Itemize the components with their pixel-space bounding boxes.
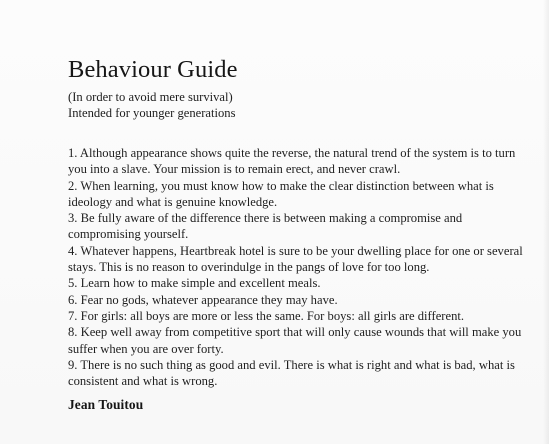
rule-item: 2. When learning, you must know how to make the clear distinction between what is ideology and what is genuine knowledge. bbox=[68, 178, 494, 209]
rules-list bbox=[68, 145, 528, 389]
rule-item: 8. Keep well away from competitive sport that will only cause wounds that will make you suffer when you are over forty. bbox=[68, 325, 522, 356]
rule-item: 5. Learn how to make simple and excellent meals. bbox=[68, 276, 321, 291]
rule-item: 6. Fear no gods, whatever appearance they may have. bbox=[68, 292, 338, 307]
guide-content bbox=[68, 55, 528, 413]
subtitle-line: Intended for younger generations bbox=[68, 106, 236, 120]
rule-item: 9. There is no such thing as good and evil. There is what is right and what is bad, what is consistent and what is wrong. bbox=[68, 357, 515, 389]
page-title: Behaviour Guide bbox=[68, 56, 238, 83]
rule-item: 7. For girls: all boys are more or less the same. For boys: all girls are different. bbox=[68, 308, 465, 323]
rule-item: 1. Although appearance shows quite the reverse, the natural trend of the system is to turn you into a slave. Your mission is to remain erect, and never crawl. bbox=[68, 146, 516, 177]
page-edge-shadow bbox=[543, 0, 549, 444]
rule-item: 4. Whatever happens, Heartbreak hotel is sure to be your dwelling place for one or several stays. This is no reason to overindulge in the pangs of love for too long. bbox=[68, 243, 523, 275]
rule-item: 3. Be fully aware of the difference there is between making a compromise and compromising yourself. bbox=[68, 211, 463, 242]
author-signature: Jean Touitou bbox=[68, 397, 144, 413]
subtitle bbox=[68, 89, 528, 121]
subtitle-line: (In order to avoid mere survival) bbox=[68, 90, 233, 104]
